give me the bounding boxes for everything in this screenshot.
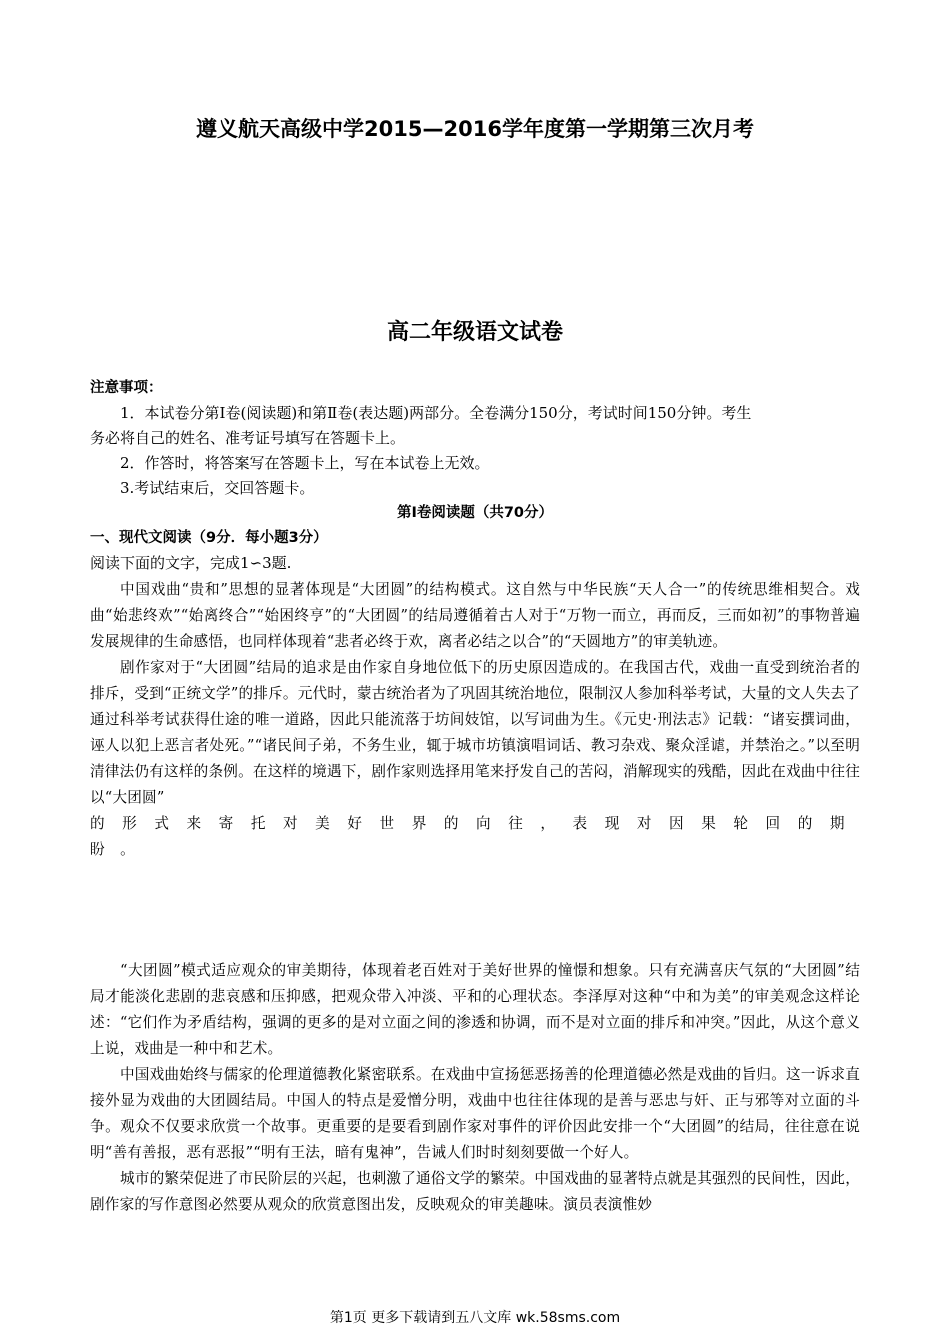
passage-paragraph-1: 中国戏曲“贵和”思想的显著体现是“大团圆”的结构模式。这自然与中华民族“天人合一”的传统思维相契合。戏曲“始悲终欢”“始离终合”“始困终亨”的“大团圆”的结局遵循着古人对于“万物一而立，再而反，三而如初”的事物普遍发展规律的生命感悟，也同样体现着“悲者必终于欢，离者必结之以合”的“天圆地方”的审美轨迹。 (90, 581, 860, 650)
passage-paragraph-2: 剧作家对于“大团圆”结局的追求是由作家自身地位低下的历史原因造成的。在我国古代，戏曲一直受到统治者的排斥，受到“正统文学”的排斥。元代时，蒙古统治者为了巩固其统治地位，限制汉人参加科举考试，大量的文人失去了通过科举考试获得仕途的唯一道路，因此只能流落于坊间妓馆，以写词曲为生。《元史·刑法志》记载：“诸妄撰词曲，诬人以犯上恶言者处死。”“诸民间子弟，不务生业，辄于城市坊镇演唱词话、教习杂戏、聚众淫谑，并禁治之。”以至明清律法仍有这样的条例。在这样的境遇下，剧作家则选择用笔来抒发自己的苦闷，消解现实的残酷，因此在戏曲中往往以“大团圆” (90, 659, 860, 806)
notice-section (90, 376, 860, 576)
notice-item-2: 2．作答时，将答案写在答题卡上，写在本试卷上无效。 (120, 454, 490, 472)
notice-item-3: 3.考试结束后，交回答题卡。 (120, 479, 315, 497)
passage-part-1 (90, 577, 860, 863)
passage-paragraph-2-last-line: 的形式来寄托对美好世界的向往，表现对因果轮回的期盼。 (90, 815, 860, 858)
part-title: 第Ⅰ卷阅读题（共70分） (396, 505, 554, 521)
notice-heading: 注意事项： (90, 380, 163, 396)
paper-subtitle: 高二年级语文试卷 (386, 320, 563, 345)
passage-paragraph-4: 中国戏曲始终与儒家的伦理道德教化紧密联系。在戏曲中宣扬惩恶扬善的伦理道德必然是戏曲的旨归。这一诉求直接外显为戏曲的大团圆结局。中国人的特点是爱憎分明，戏曲中也往往体现的是善与恶忠与奸、正与邪等对立面的斗争。观众不仅要求欣赏一个故事。更重要的是要看到剧作家对事件的评价因此安排一个“大团圆”的结局，往往意在说明“善有善报，恶有恶报”“明有王法，暗有鬼神”，告诫人们时时刻刻要做一个好人。 (90, 1066, 860, 1161)
passage-paragraph-3: “大团圆”模式适应观众的审美期待，体现着老百姓对于美好世界的憧憬和想象。只有充满喜庆气氛的“大团圆”结局才能淡化悲剧的悲哀感和压抑感，把观众带入冲淡、平和的心理状态。李泽厚对这种“中和为美”的审美观念这样论述：“它们作为矛盾结构，强调的更多的是对立面之间的渗透和协调，而不是对立面的排斥和冲突。”因此，从这个意义上说，戏曲是一种中和艺术。 (90, 962, 860, 1057)
passage-part-2 (90, 958, 860, 1218)
notice-item-1-cont: 务必将自己的姓名、准考证号填写在答题卡上。 (90, 429, 406, 447)
notice-item-1: 1．本试卷分第Ⅰ卷(阅读题)和第Ⅱ卷(表达题)两部分。全卷满分150分，考试时间150分钟。考生 (120, 404, 752, 422)
reading-instruction: 阅读下面的文字，完成1∽3题. (90, 554, 292, 572)
passage-paragraph-5: 城市的繁荣促进了市民阶层的兴起，也刺激了通俗文学的繁荣。中国戏曲的显著特点就是其强烈的民间性，因此，剧作家的写作意图必然要从观众的欣赏意图出发，反映观众的审美趣味。演员表演惟妙 (90, 1170, 860, 1213)
exam-title: 遵义航天高级中学2015—2016学年度第一学期第三次月考 (196, 117, 754, 141)
section-title: 一、现代文阅读（9分．每小题3分） (90, 530, 328, 546)
page-footer: 第1页 更多下载请到五八文库 wk.58sms.com (329, 1310, 621, 1326)
